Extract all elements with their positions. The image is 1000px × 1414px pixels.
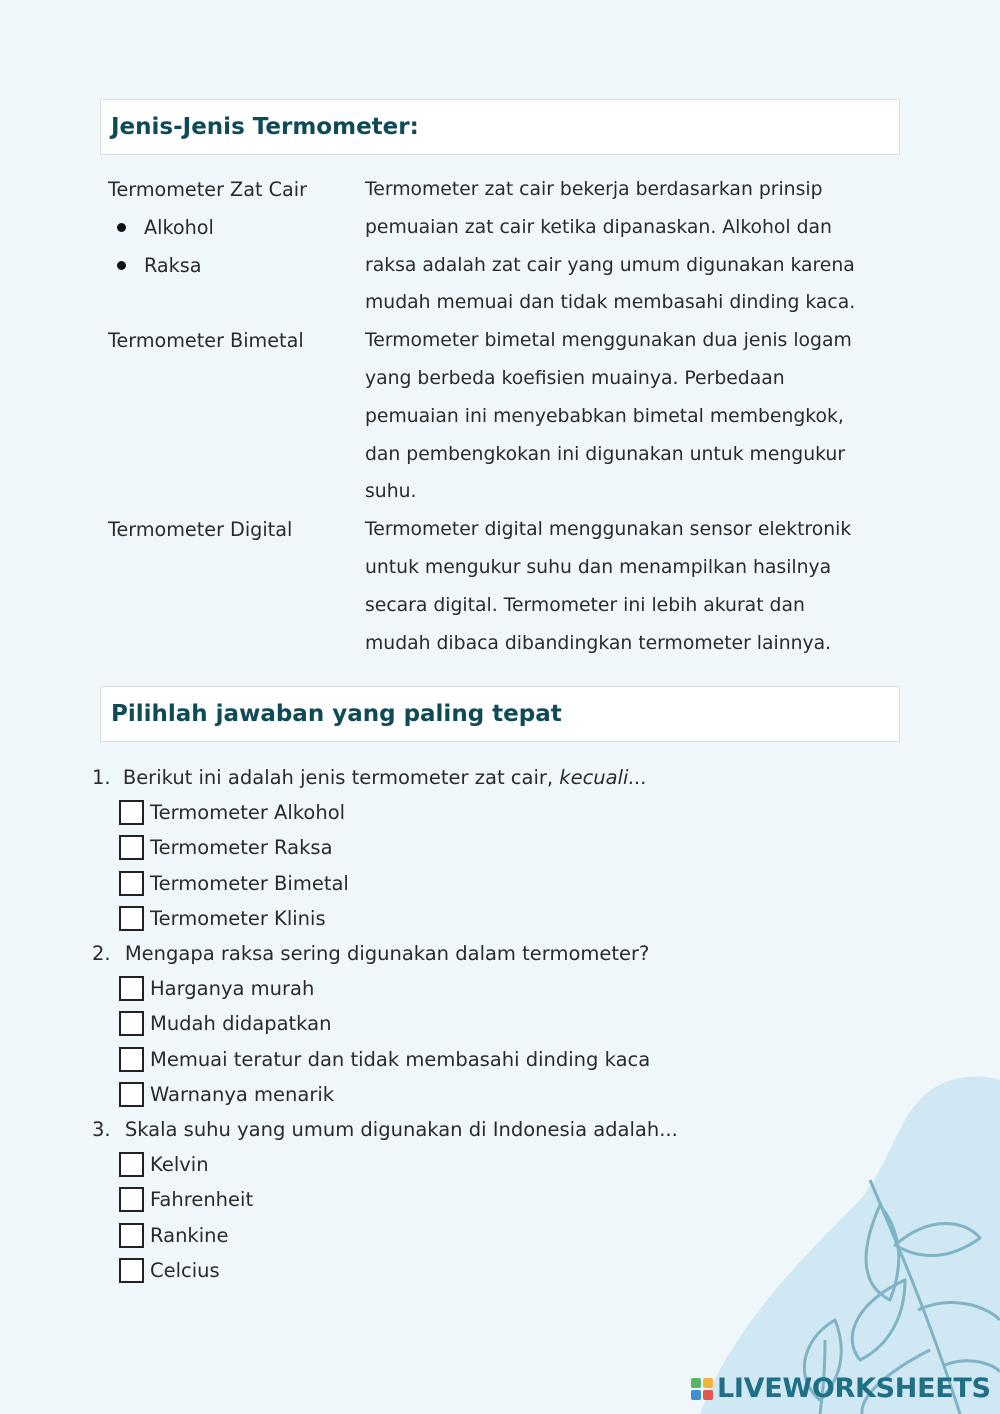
description-line: Termometer bimetal menggunakan dua jenis logam xyxy=(365,330,852,352)
option-label: Fahrenheit xyxy=(150,1188,254,1212)
bullet-icon xyxy=(117,261,126,270)
thermometer-types-table xyxy=(108,171,928,662)
description-line: mudah memuai dan tidak membasahi dinding kaca. xyxy=(365,292,856,314)
description-line: secara digital. Termometer ini lebih akurat dan xyxy=(365,594,805,616)
option-label: Rankine xyxy=(150,1223,229,1247)
checkbox[interactable] xyxy=(119,906,144,931)
option-label: Memuai teratur dan tidak membasahi dinding kaca xyxy=(150,1047,651,1071)
question-number: 1. xyxy=(92,766,111,789)
option-label: Warnanya menarik xyxy=(150,1082,335,1106)
list-item xyxy=(108,247,365,285)
logo-tile xyxy=(691,1378,701,1388)
checkbox[interactable] xyxy=(119,1082,144,1107)
section-header-thermometer-types xyxy=(100,99,900,155)
logo-tile xyxy=(703,1390,713,1400)
question-text: Mengapa raksa sering digunakan dalam termometer? xyxy=(124,941,650,965)
subitem-label: Raksa xyxy=(144,253,202,277)
description-line: Termometer zat cair bekerja berdasarkan prinsip xyxy=(365,179,823,200)
answer-option[interactable] xyxy=(92,1217,852,1252)
checkbox[interactable] xyxy=(119,800,144,825)
brand-name: LIVEWORKSHEETS xyxy=(717,1373,991,1404)
option-label: Termometer Alkohol xyxy=(150,801,346,825)
section-title: Jenis-Jenis Termometer: xyxy=(111,114,419,140)
logo-tile xyxy=(703,1378,713,1388)
checkbox[interactable] xyxy=(119,1223,144,1248)
checkbox[interactable] xyxy=(119,1047,144,1072)
description-line: pemuaian zat cair ketika dipanaskan. Alkohol dan xyxy=(365,216,832,238)
answer-option[interactable] xyxy=(92,971,852,1006)
thermometer-name: Termometer Zat Cair xyxy=(108,178,307,201)
description-line: suhu. xyxy=(365,481,417,503)
question-emphasis: kecuali... xyxy=(559,766,648,789)
table-row xyxy=(108,322,928,511)
answer-option[interactable] xyxy=(92,1147,852,1182)
checkbox[interactable] xyxy=(119,1187,144,1212)
option-label: Termometer Raksa xyxy=(150,836,333,860)
checkbox[interactable] xyxy=(119,1152,144,1177)
liveworksheets-logo[interactable] xyxy=(691,1373,991,1404)
logo-tile xyxy=(691,1390,701,1400)
table-row xyxy=(108,511,928,662)
question-text: Skala suhu yang umum digunakan di Indonesia adalah... xyxy=(124,1117,678,1141)
answer-option[interactable] xyxy=(92,830,852,865)
answer-option[interactable] xyxy=(92,1253,852,1288)
answer-option[interactable] xyxy=(92,866,852,901)
option-label: Kelvin xyxy=(150,1153,209,1177)
subitem-label: Alkohol xyxy=(144,215,214,239)
section-header-quiz xyxy=(100,686,900,742)
option-label: Harganya murah xyxy=(150,977,315,1001)
description-line: mudah dibaca dibandingkan termometer lainnya. xyxy=(365,632,832,654)
checkbox[interactable] xyxy=(119,1258,144,1283)
answer-option[interactable] xyxy=(92,1042,852,1077)
liveworksheets-icon xyxy=(691,1378,713,1400)
description-line: untuk mengukur suhu dan menampilkan hasilnya xyxy=(365,556,832,578)
option-label: Termometer Bimetal xyxy=(150,871,349,895)
question-3 xyxy=(92,1112,852,1147)
option-label: Mudah didapatkan xyxy=(150,1012,332,1036)
question-2 xyxy=(92,936,852,971)
answer-option[interactable] xyxy=(92,901,852,936)
description-line: Termometer digital menggunakan sensor elektronik xyxy=(365,519,852,541)
description-line: pemuaian ini menyebabkan bimetal membengkok, xyxy=(365,405,844,427)
answer-option[interactable] xyxy=(92,1182,852,1217)
thermometer-name: Termometer Bimetal xyxy=(108,329,304,353)
answer-option[interactable] xyxy=(92,1077,852,1112)
question-number: 2. xyxy=(92,941,111,965)
answer-option[interactable] xyxy=(92,795,852,830)
question-number: 3. xyxy=(92,1117,111,1141)
option-label: Termometer Klinis xyxy=(150,906,326,930)
description-line: raksa adalah zat cair yang umum digunakan karena xyxy=(365,254,855,276)
quiz-list xyxy=(92,760,852,1288)
question-text: Berikut ini adalah jenis termometer zat cair, xyxy=(122,766,560,789)
option-label: Celcius xyxy=(150,1258,220,1282)
checkbox[interactable] xyxy=(119,835,144,860)
checkbox[interactable] xyxy=(119,976,144,1001)
description-line: dan pembengkokan ini digunakan untuk mengukur xyxy=(365,443,846,465)
checkbox[interactable] xyxy=(119,1011,144,1036)
checkbox[interactable] xyxy=(119,871,144,896)
list-item xyxy=(108,209,365,247)
question-1 xyxy=(92,760,852,795)
table-row xyxy=(108,171,928,322)
thermometer-name: Termometer Digital xyxy=(108,518,293,542)
section-title: Pilihlah jawaban yang paling tepat xyxy=(111,701,562,727)
bullet-icon xyxy=(117,223,126,232)
description-line: yang berbeda koefisien muainya. Perbedaan xyxy=(365,367,785,389)
answer-option[interactable] xyxy=(92,1006,852,1041)
